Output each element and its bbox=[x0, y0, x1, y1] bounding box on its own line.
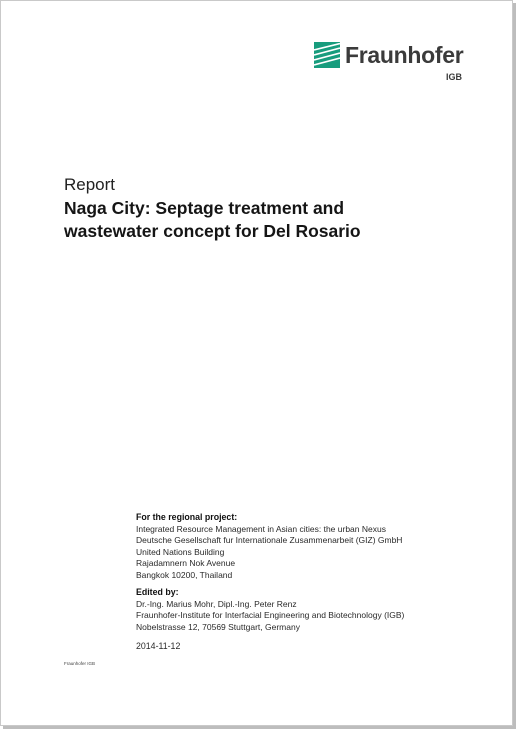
project-line: Integrated Resource Management in Asian cities: the urban Nexus bbox=[136, 523, 386, 534]
editors-line: Fraunhofer-Institute for Interfacial Engineering and Biotechnology (IGB) bbox=[136, 610, 405, 620]
fraunhofer-logo-mark-icon bbox=[314, 42, 340, 68]
report-title-line-1: Naga City: Septage treatment and bbox=[64, 198, 345, 218]
editors-line: Dr.-Ing. Marius Mohr, Dipl.-Ing. Peter Renz bbox=[136, 598, 297, 609]
logo-wordmark: Fraunhofer bbox=[345, 42, 464, 68]
fraunhofer-logo bbox=[314, 41, 464, 85]
document-type-label: Report bbox=[64, 175, 116, 194]
editors-heading: Edited by: bbox=[136, 587, 179, 597]
project-heading: For the regional project: bbox=[136, 512, 238, 522]
project-line: United Nations Building bbox=[136, 546, 225, 557]
project-line: Deutsche Gesellschaft fur Internationale Zusammenarbeit (GIZ) GmbH bbox=[136, 535, 403, 545]
project-line: Bangkok 10200, Thailand bbox=[136, 569, 233, 580]
footer-organization: Fraunhofer IGB bbox=[64, 661, 96, 666]
report-title bbox=[64, 197, 464, 243]
report-title-line-2: wastewater concept for Del Rosario bbox=[64, 221, 361, 241]
project-line: Rajadamnern Nok Avenue bbox=[136, 558, 236, 568]
report-info-block bbox=[136, 512, 476, 653]
editors-line: Nobelstrasse 12, 70569 Stuttgart, Germany bbox=[136, 621, 300, 632]
report-date: 2014-11-12 bbox=[136, 641, 181, 651]
logo-institute-abbrev: IGB bbox=[446, 72, 463, 82]
